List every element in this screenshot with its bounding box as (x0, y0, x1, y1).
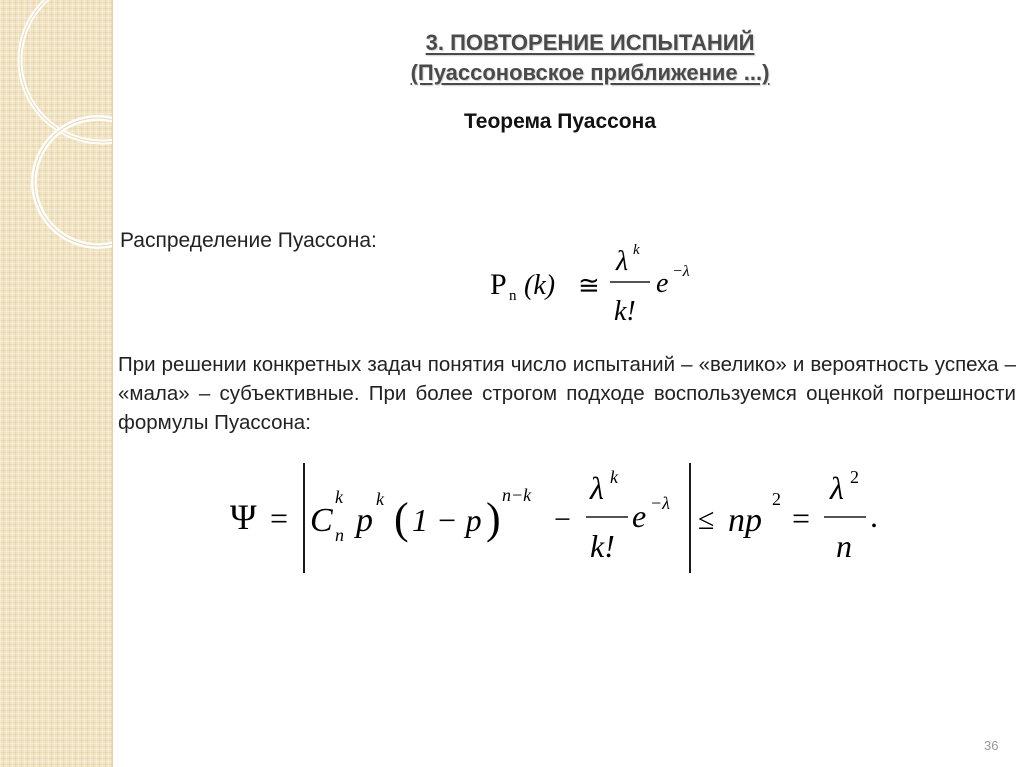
f2-e: e (632, 498, 647, 534)
f2-C-superscript: k (335, 487, 343, 507)
f2-C: C (310, 502, 333, 539)
explanation-paragraph: При решении конкретных задач понятия число испытаний – «велико» и вероятность успеха – «мала» – субъективные. При более строгом подходе воспользуемся оценкой погрешности формулы Пуассона: (118, 353, 1016, 434)
f2-p: p (356, 502, 373, 539)
f2-np: np (728, 502, 762, 539)
slide-title-line1: 3. ПОВТОРЕНИЕ ИСПЫТАНИЙ (425, 30, 755, 55)
f2-denominator-2: n (836, 528, 852, 564)
f1-subscript-n: n (509, 288, 517, 304)
f2-lambda-2-exponent: 2 (850, 467, 859, 487)
f2-less-equal: ≤ (698, 503, 715, 536)
f1-argument: (k) (524, 270, 556, 301)
f2-np-exponent: 2 (772, 489, 781, 509)
f2-paren-exponent: n−k (502, 485, 532, 505)
f2-period: . (870, 498, 878, 534)
f2-minus: − (554, 503, 571, 536)
f2-right-paren: ) (486, 494, 501, 543)
f2-equals: = (270, 500, 289, 536)
f2-equals-2: = (792, 500, 811, 536)
f1-denominator: k! (614, 296, 636, 327)
decorative-side-band (0, 0, 113, 767)
theorem-heading: Теорема Пуассона (463, 110, 656, 133)
f2-C-subscript: n (335, 525, 344, 545)
f2-lambda: λ (590, 470, 604, 506)
error-estimate-formula (220, 455, 920, 585)
f2-lambda-exponent: k (610, 467, 618, 487)
f1-e: e (656, 268, 669, 299)
f2-psi: Ψ (230, 497, 257, 537)
f2-lambda-2: λ (830, 470, 844, 506)
decorative-circles (0, 0, 112, 767)
slide-title-line2: (Пуассоновское приближение ...) (410, 60, 770, 85)
slide-number: 36 (984, 738, 999, 753)
distribution-label: Распределение Пуассона: (120, 229, 377, 252)
f1-lambda-exponent: k (633, 242, 640, 258)
f2-left-paren: ( (394, 494, 409, 543)
poisson-formula (480, 232, 720, 332)
slide-title (300, 28, 880, 88)
f1-e-exponent: −λ (672, 263, 690, 280)
f2-paren-body: 1 − p (412, 502, 482, 538)
f2-p-exponent: k (376, 489, 384, 509)
f1-lambda: λ (616, 246, 629, 277)
f2-denominator: k! (590, 528, 615, 564)
f1-P: P (490, 268, 507, 301)
f2-e-exponent: −λ (650, 493, 670, 513)
f1-approx-sign: ≅ (578, 271, 600, 300)
